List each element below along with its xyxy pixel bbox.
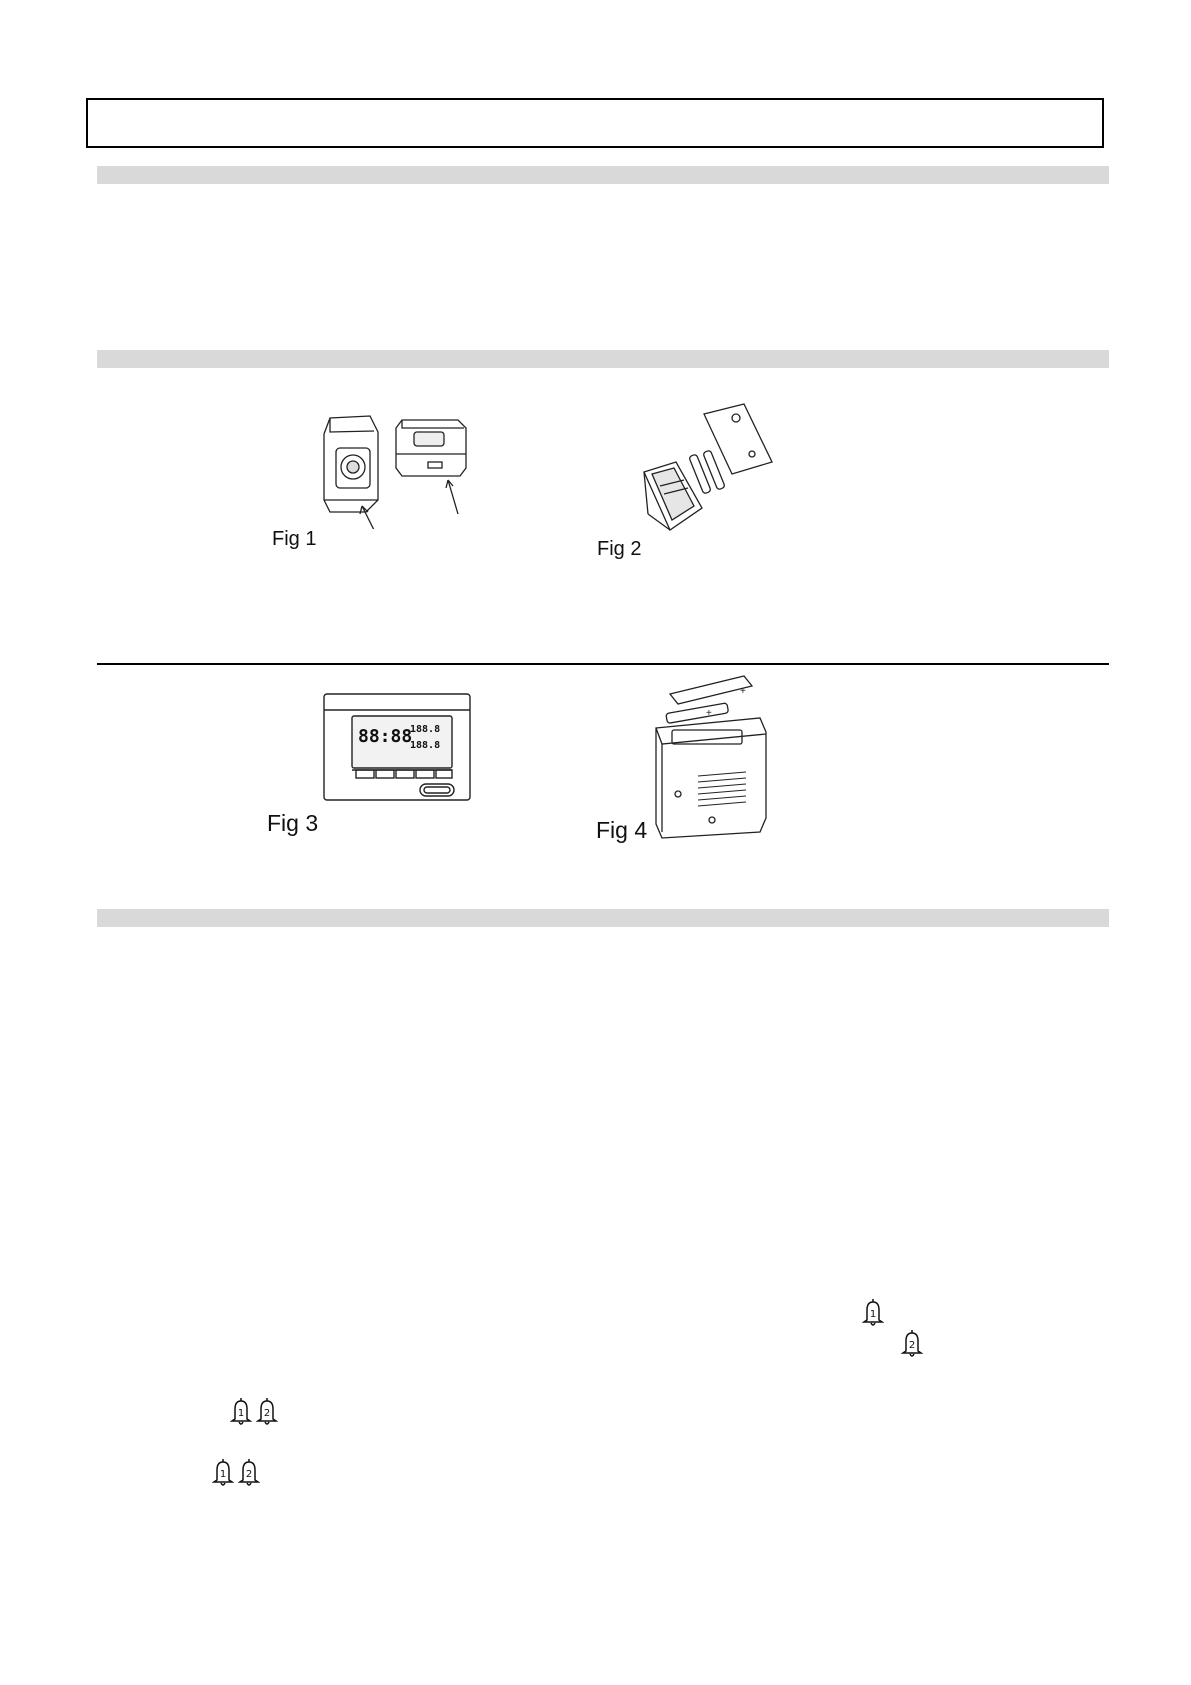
bell-number: 1 (237, 1408, 245, 1419)
battery-compartment-drawing (640, 402, 775, 537)
section-divider-line (97, 663, 1109, 665)
section-header-band-2 (97, 350, 1109, 368)
title-box (86, 98, 1104, 148)
lcd-top-value: 188.8 (410, 724, 441, 735)
section-header-band-3 (97, 909, 1109, 927)
fig3-illustration (322, 692, 472, 804)
alarm2-bell-icon (901, 1329, 923, 1359)
transmitter-drawing (318, 414, 488, 529)
fig2-label: Fig 2 (597, 538, 642, 560)
section-header-band-1 (97, 166, 1109, 184)
alarm2-bell-number: 2 (908, 1340, 916, 1351)
svg-text:+: + (706, 708, 712, 719)
svg-text:+: + (740, 686, 746, 697)
fig3-label: Fig 3 (267, 810, 319, 836)
alarm2-bell-icon-row1 (256, 1397, 278, 1427)
alarm1-bell-icon-row2 (212, 1458, 234, 1488)
receiver-battery-drawing (648, 672, 776, 840)
bell-number: 1 (219, 1469, 227, 1480)
fig4-label: Fig 4 (596, 817, 648, 843)
alarm1-bell-icon (862, 1298, 884, 1328)
lcd-bottom-value: 188.8 (410, 740, 441, 751)
fig4-illustration (648, 672, 776, 840)
fig1-label: Fig 1 (272, 528, 317, 550)
lcd-time: 88:88 (358, 726, 413, 747)
alarm1-bell-icon-row1 (230, 1397, 252, 1427)
alarm1-bell-number: 1 (869, 1309, 877, 1320)
bell-number: 2 (263, 1408, 271, 1419)
bell-number: 2 (245, 1469, 253, 1480)
fig1-illustration (318, 414, 488, 529)
receiver-lcd-drawing (322, 692, 472, 804)
alarm2-bell-icon-row2 (238, 1458, 260, 1488)
fig2-illustration (640, 402, 775, 537)
